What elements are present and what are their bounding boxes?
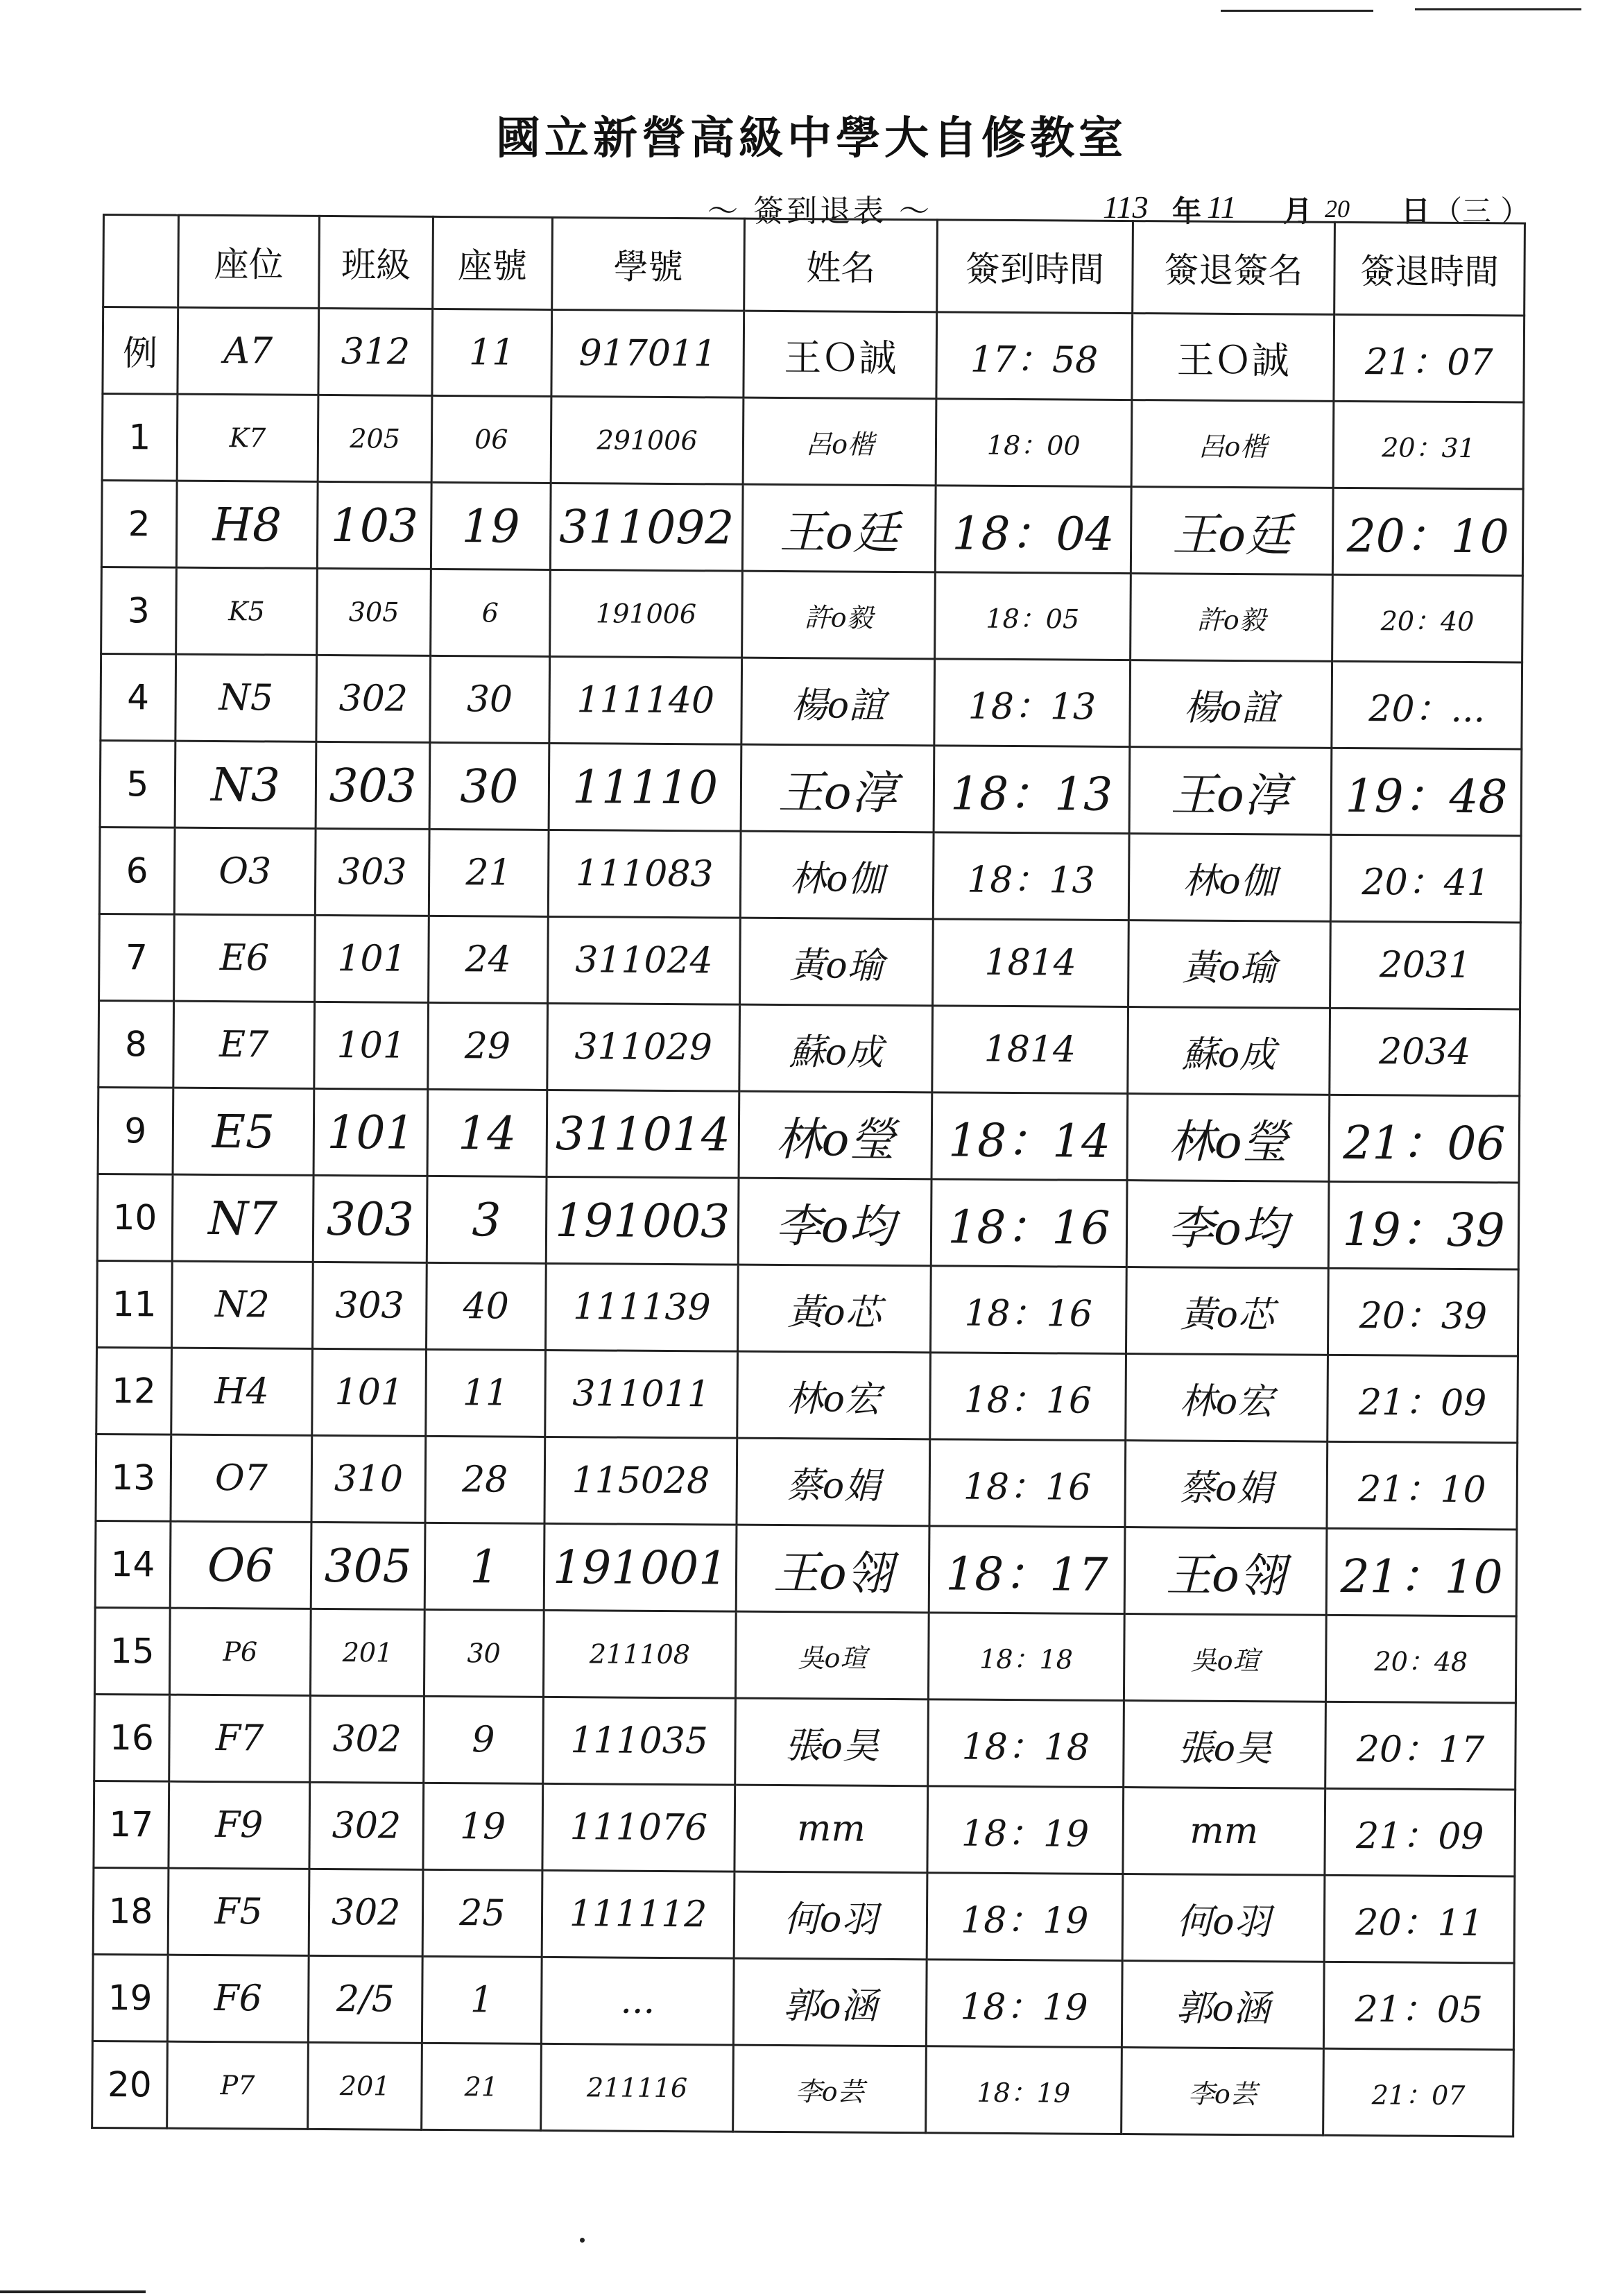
cell-seat-number: 28: [425, 1436, 544, 1523]
cell-sign-in-time: 18：18: [928, 1613, 1124, 1701]
cell-class: 303: [316, 742, 430, 829]
cell-sign-out-signature: 王o廷: [1131, 487, 1333, 575]
header-student-id: 學號: [551, 217, 745, 311]
cell-row-number: 18: [93, 1867, 169, 1955]
cell-student-id: 115028: [544, 1437, 738, 1525]
cell-sign-out-signature: 張o昊: [1123, 1701, 1325, 1789]
header-seat-number: 座號: [433, 216, 552, 309]
table-body: [92, 307, 1525, 2136]
cell-class: 303: [316, 828, 430, 916]
cell-student-id: 111035: [542, 1697, 736, 1785]
cell-seat: F6: [167, 1955, 309, 2042]
cell-seat-number: 1: [424, 1523, 544, 1610]
cell-sign-out-time: 21：10: [1327, 1441, 1518, 1530]
cell-seat-number: 30: [424, 1609, 543, 1697]
cell-name: 何o羽: [735, 1871, 927, 1960]
cell-seat-number: 9: [424, 1696, 543, 1783]
cell-sign-in-time: 18：13: [934, 746, 1130, 834]
table-row: [94, 1694, 1516, 1790]
cell-sign-out-time: 21：07: [1334, 314, 1525, 402]
cell-sign-in-time: 18：13: [934, 659, 1131, 747]
cell-seat: A7: [178, 307, 319, 395]
header-seat: 座位: [178, 215, 319, 308]
cell-sign-out-time: 2031: [1330, 921, 1521, 1009]
cell-seat: E6: [173, 914, 315, 1002]
cell-class: 303: [313, 1262, 427, 1349]
stray-mark: [580, 2238, 585, 2243]
cell-row-number: 例: [103, 307, 178, 395]
table-row: [97, 1260, 1519, 1356]
cell-class: 101: [314, 1088, 428, 1176]
cell-sign-out-signature: 蘇o成: [1127, 1007, 1330, 1095]
cell-sign-in-time: 18：19: [926, 1960, 1122, 2048]
cell-name: mm: [735, 1785, 927, 1873]
cell-sign-in-time: 18：19: [926, 2046, 1122, 2134]
cell-student-id: 211108: [543, 1610, 737, 1698]
table-row: [97, 1174, 1519, 1269]
cell-name: 王Ｏ誠: [744, 311, 936, 399]
cell-student-id: 11110: [549, 743, 742, 831]
cell-seat-number: 6: [431, 569, 550, 656]
cell-class: 305: [311, 1522, 425, 1609]
cell-seat-number: 19: [431, 482, 550, 569]
cell-seat: O3: [174, 828, 316, 915]
cell-sign-out-time: 20：41: [1330, 834, 1521, 923]
table-row: [96, 1434, 1518, 1530]
cell-student-id: 111076: [542, 1783, 736, 1871]
cell-row-number: 5: [100, 740, 175, 828]
cell-seat-number: 1: [422, 1956, 541, 2044]
cell-seat: O6: [170, 1521, 311, 1609]
cell-seat-number: 24: [429, 916, 548, 1003]
scan-mark-top-right: [1415, 8, 1581, 10]
table-row: [103, 307, 1525, 403]
cell-sign-out-time: 20：40: [1332, 574, 1523, 662]
cell-seat-number: 14: [427, 1089, 547, 1176]
cell-seat: E5: [173, 1088, 314, 1175]
cell-sign-out-time: 20：11: [1324, 1875, 1515, 1963]
header-row: [103, 215, 1525, 316]
cell-class: 312: [318, 308, 433, 395]
footer-rule: [0, 2290, 146, 2293]
cell-row-number: 3: [101, 567, 177, 654]
cell-student-id: 211116: [540, 2044, 734, 2132]
table-row: [98, 1087, 1520, 1183]
cell-sign-out-signature: 黃o瑜: [1128, 920, 1330, 1009]
cell-seat: N7: [172, 1174, 314, 1262]
cell-sign-out-signature: 蔡o娟: [1125, 1441, 1328, 1529]
cell-sign-out-time: 21：05: [1324, 1962, 1515, 2050]
cell-sign-out-signature: 郭o涵: [1122, 1961, 1324, 2049]
date-year: 113: [1103, 189, 1149, 225]
cell-seat: O7: [171, 1434, 312, 1522]
cell-sign-in-time: 18：14: [931, 1093, 1128, 1181]
cell-sign-out-time: 20：48: [1326, 1615, 1517, 1703]
cell-row-number: 12: [96, 1347, 172, 1434]
cell-row-number: 17: [94, 1781, 169, 1868]
header-rownum: [103, 215, 179, 308]
cell-name: 王o廷: [743, 484, 936, 572]
scan-mark-top-left: [1221, 10, 1373, 12]
cell-seat-number: 30: [430, 656, 549, 743]
cell-sign-out-signature: 李o芸: [1121, 2048, 1323, 2136]
cell-row-number: 10: [97, 1174, 173, 1261]
cell-sign-out-signature: 林o宏: [1125, 1354, 1328, 1442]
cell-seat: F9: [169, 1781, 310, 1869]
cell-seat-number: 30: [429, 742, 549, 830]
cell-sign-in-time: 18：13: [933, 832, 1129, 920]
cell-name: 許o毅: [742, 571, 935, 659]
cell-sign-in-time: 18：00: [936, 399, 1132, 487]
cell-name: 楊o誼: [741, 658, 934, 746]
sign-in-table: [91, 214, 1526, 2137]
cell-name: 呂o楷: [744, 397, 936, 486]
cell-sign-out-signature: 王o淳: [1129, 747, 1332, 835]
cell-name: 林o宏: [737, 1351, 930, 1439]
cell-row-number: 11: [97, 1260, 173, 1348]
page-title: 國立新營高級中學大自修教室: [496, 112, 1127, 164]
header-name: 姓名: [744, 219, 937, 312]
cell-sign-out-time: 21：09: [1328, 1355, 1518, 1443]
cell-name: 蔡o娟: [737, 1438, 929, 1526]
cell-sign-out-time: 20：31: [1333, 401, 1524, 489]
cell-class: 303: [313, 1175, 427, 1262]
cell-sign-out-time: 21：10: [1326, 1528, 1517, 1616]
cell-sign-out-time: 19：39: [1328, 1181, 1519, 1269]
cell-seat-number: 11: [432, 309, 551, 396]
cell-student-id: 191001: [544, 1523, 737, 1611]
cell-sign-in-time: 18：18: [928, 1699, 1124, 1788]
cell-seat-number: 21: [422, 2043, 541, 2130]
cell-name: 王o淳: [741, 744, 934, 832]
header-sign-in-time: 簽到時間: [937, 220, 1133, 314]
table-row: [101, 567, 1523, 662]
cell-sign-in-time: 17：58: [936, 312, 1133, 400]
cell-student-id: 917011: [551, 309, 745, 397]
cell-sign-out-time: 20：17: [1325, 1702, 1516, 1790]
cell-sign-out-signature: 李o均: [1126, 1181, 1329, 1269]
cell-student-id: 111140: [549, 656, 742, 744]
cell-seat-number: 06: [431, 395, 551, 483]
cell-name: 李o芸: [733, 2045, 926, 2133]
cell-student-id: 111112: [542, 1870, 735, 1958]
cell-name: 黃o芯: [738, 1265, 931, 1353]
cell-seat: N5: [175, 654, 317, 742]
cell-sign-out-time: 19：48: [1331, 748, 1522, 836]
cell-class: 2/5: [309, 1955, 423, 2043]
cell-seat: P7: [166, 2041, 308, 2129]
cell-sign-out-time: 21：06: [1329, 1095, 1520, 1183]
cell-sign-out-signature: 王Ｏ誠: [1132, 314, 1334, 402]
cell-sign-out-time: 21：09: [1325, 1788, 1515, 1876]
cell-seat: H8: [176, 481, 318, 568]
cell-sign-in-time: 18：05: [934, 572, 1131, 660]
cell-class: 302: [316, 655, 431, 742]
cell-sign-out-signature: 黃o芯: [1126, 1267, 1328, 1355]
table-row: [95, 1520, 1517, 1616]
cell-row-number: 7: [99, 914, 175, 1001]
cell-row-number: 13: [96, 1434, 171, 1521]
cell-seat: F5: [168, 1868, 309, 1955]
cell-seat-number: 21: [429, 829, 548, 916]
table-row: [96, 1347, 1518, 1443]
cell-name: 林o伽: [741, 831, 934, 919]
cell-name: 李o均: [739, 1178, 931, 1266]
cell-seat: P6: [169, 1608, 311, 1695]
cell-student-id: 191003: [546, 1176, 739, 1265]
cell-sign-out-time: 2034: [1330, 1008, 1520, 1096]
page-subtitle: ～ 簽到退表 ～: [707, 194, 932, 229]
cell-name: 黃o瑜: [740, 918, 933, 1006]
cell-seat-number: 40: [427, 1262, 546, 1350]
cell-sign-out-signature: 林o伽: [1128, 834, 1331, 922]
header-class: 班級: [319, 216, 433, 309]
table-row: [99, 827, 1521, 923]
cell-name: 蘇o成: [739, 1004, 932, 1093]
cell-name: 王o翎: [737, 1525, 929, 1613]
cell-row-number: 19: [92, 1954, 168, 2041]
cell-row-number: 14: [95, 1520, 171, 1608]
cell-student-id: 311092: [550, 483, 744, 571]
cell-seat: E7: [173, 1001, 315, 1088]
cell-row-number: 15: [94, 1607, 170, 1695]
cell-sign-out-time: 20：39: [1328, 1268, 1519, 1356]
cell-row-number: 2: [101, 481, 177, 568]
cell-sign-in-time: 18：17: [929, 1526, 1125, 1614]
cell-sign-in-time: 18：16: [931, 1179, 1127, 1267]
cell-class: 310: [311, 1435, 426, 1523]
cell-seat: F7: [169, 1695, 310, 1782]
cell-class: 101: [314, 1002, 429, 1089]
cell-seat: K5: [175, 567, 317, 655]
cell-sign-out-signature: 呂o楷: [1131, 400, 1334, 488]
table-row: [94, 1781, 1515, 1876]
table-row: [102, 394, 1524, 490]
cell-sign-in-time: 18：16: [930, 1266, 1126, 1354]
cell-class: 101: [312, 1348, 427, 1436]
cell-row-number: 4: [101, 653, 176, 741]
date-day-suffix: 日: [1401, 194, 1431, 228]
cell-row-number: 6: [99, 827, 175, 914]
cell-sign-in-time: 18：16: [929, 1439, 1126, 1527]
cell-row-number: 16: [94, 1694, 170, 1781]
table-row: [93, 1867, 1515, 1963]
cell-name: 林o瑩: [739, 1091, 931, 1179]
cell-student-id: 311011: [544, 1350, 738, 1438]
cell-seat-number: 11: [426, 1349, 545, 1437]
cell-seat: H4: [171, 1348, 313, 1435]
cell-student-id: 111139: [545, 1263, 739, 1351]
cell-name: 張o昊: [735, 1698, 928, 1786]
header-sign-out-time: 簽退時間: [1334, 222, 1525, 316]
cell-seat: N2: [171, 1261, 313, 1348]
cell-name: 郭o涵: [734, 1958, 927, 2046]
table-row: [101, 653, 1522, 749]
cell-seat-number: 25: [422, 1869, 542, 1957]
cell-sign-out-signature: 吳o瑄: [1124, 1614, 1326, 1702]
cell-sign-in-time: 1814: [932, 1006, 1128, 1094]
cell-student-id: 311024: [547, 916, 741, 1004]
cell-student-id: 311029: [547, 1003, 740, 1091]
cell-sign-in-time: 18：19: [927, 1873, 1123, 1961]
cell-student-id: 111083: [548, 830, 741, 918]
cell-class: 103: [318, 481, 432, 569]
table-row: [92, 1954, 1514, 2050]
cell-seat: N3: [175, 741, 316, 828]
table-row: [99, 914, 1521, 1009]
cell-seat-number: 19: [423, 1783, 542, 1870]
cell-sign-in-time: 18：04: [935, 486, 1131, 574]
cell-class: 205: [318, 395, 432, 482]
cell-sign-in-time: 18：19: [927, 1786, 1124, 1874]
table-row: [92, 2041, 1514, 2136]
cell-class: 302: [309, 1869, 423, 1956]
date-month: 11: [1207, 189, 1237, 225]
cell-name: 吳o瑄: [736, 1611, 929, 1699]
date-day: 20: [1325, 195, 1350, 223]
cell-sign-out-signature: 何o羽: [1122, 1874, 1325, 1962]
cell-sign-out-time: 20：...: [1332, 661, 1522, 749]
cell-student-id: 311014: [547, 1090, 740, 1178]
cell-row-number: 1: [102, 394, 178, 481]
cell-row-number: 20: [92, 2041, 168, 2128]
cell-class: 305: [317, 568, 431, 656]
cell-sign-out-signature: 許o毅: [1130, 574, 1332, 662]
cell-class: 101: [315, 915, 429, 1002]
cell-row-number: 8: [98, 1000, 174, 1088]
table-row: [98, 1000, 1520, 1096]
date-weekday: （三 ）: [1433, 194, 1530, 228]
cell-seat: K7: [177, 394, 318, 481]
cell-sign-out-signature: 王o翎: [1124, 1527, 1327, 1616]
cell-class: 302: [310, 1695, 424, 1783]
cell-sign-out-signature: 楊o誼: [1129, 660, 1332, 748]
cell-sign-in-time: 18：16: [930, 1353, 1126, 1441]
table-row: [94, 1607, 1516, 1703]
cell-row-number: 9: [98, 1087, 173, 1174]
cell-seat-number: 3: [427, 1176, 546, 1263]
cell-seat-number: 29: [428, 1002, 547, 1090]
date-month-suffix: 月: [1283, 194, 1313, 228]
cell-class: 201: [308, 2042, 422, 2130]
header-sign-out-signature: 簽退簽名: [1132, 221, 1334, 315]
cell-student-id: ...: [541, 1957, 735, 2045]
cell-sign-out-time: 20：10: [1332, 488, 1523, 576]
cell-class: 302: [309, 1782, 424, 1869]
cell-sign-in-time: 1814: [932, 919, 1128, 1007]
cell-sign-out-time: 21：07: [1323, 2048, 1514, 2136]
cell-sign-out-signature: 林o瑩: [1127, 1094, 1330, 1182]
table-row: [101, 481, 1523, 576]
cell-class: 201: [311, 1609, 425, 1696]
cell-student-id: 291006: [551, 396, 744, 484]
table-row: [100, 740, 1522, 836]
date-year-suffix: 年: [1172, 194, 1202, 228]
cell-sign-out-signature: mm: [1123, 1788, 1325, 1876]
cell-student-id: 191006: [549, 569, 743, 658]
